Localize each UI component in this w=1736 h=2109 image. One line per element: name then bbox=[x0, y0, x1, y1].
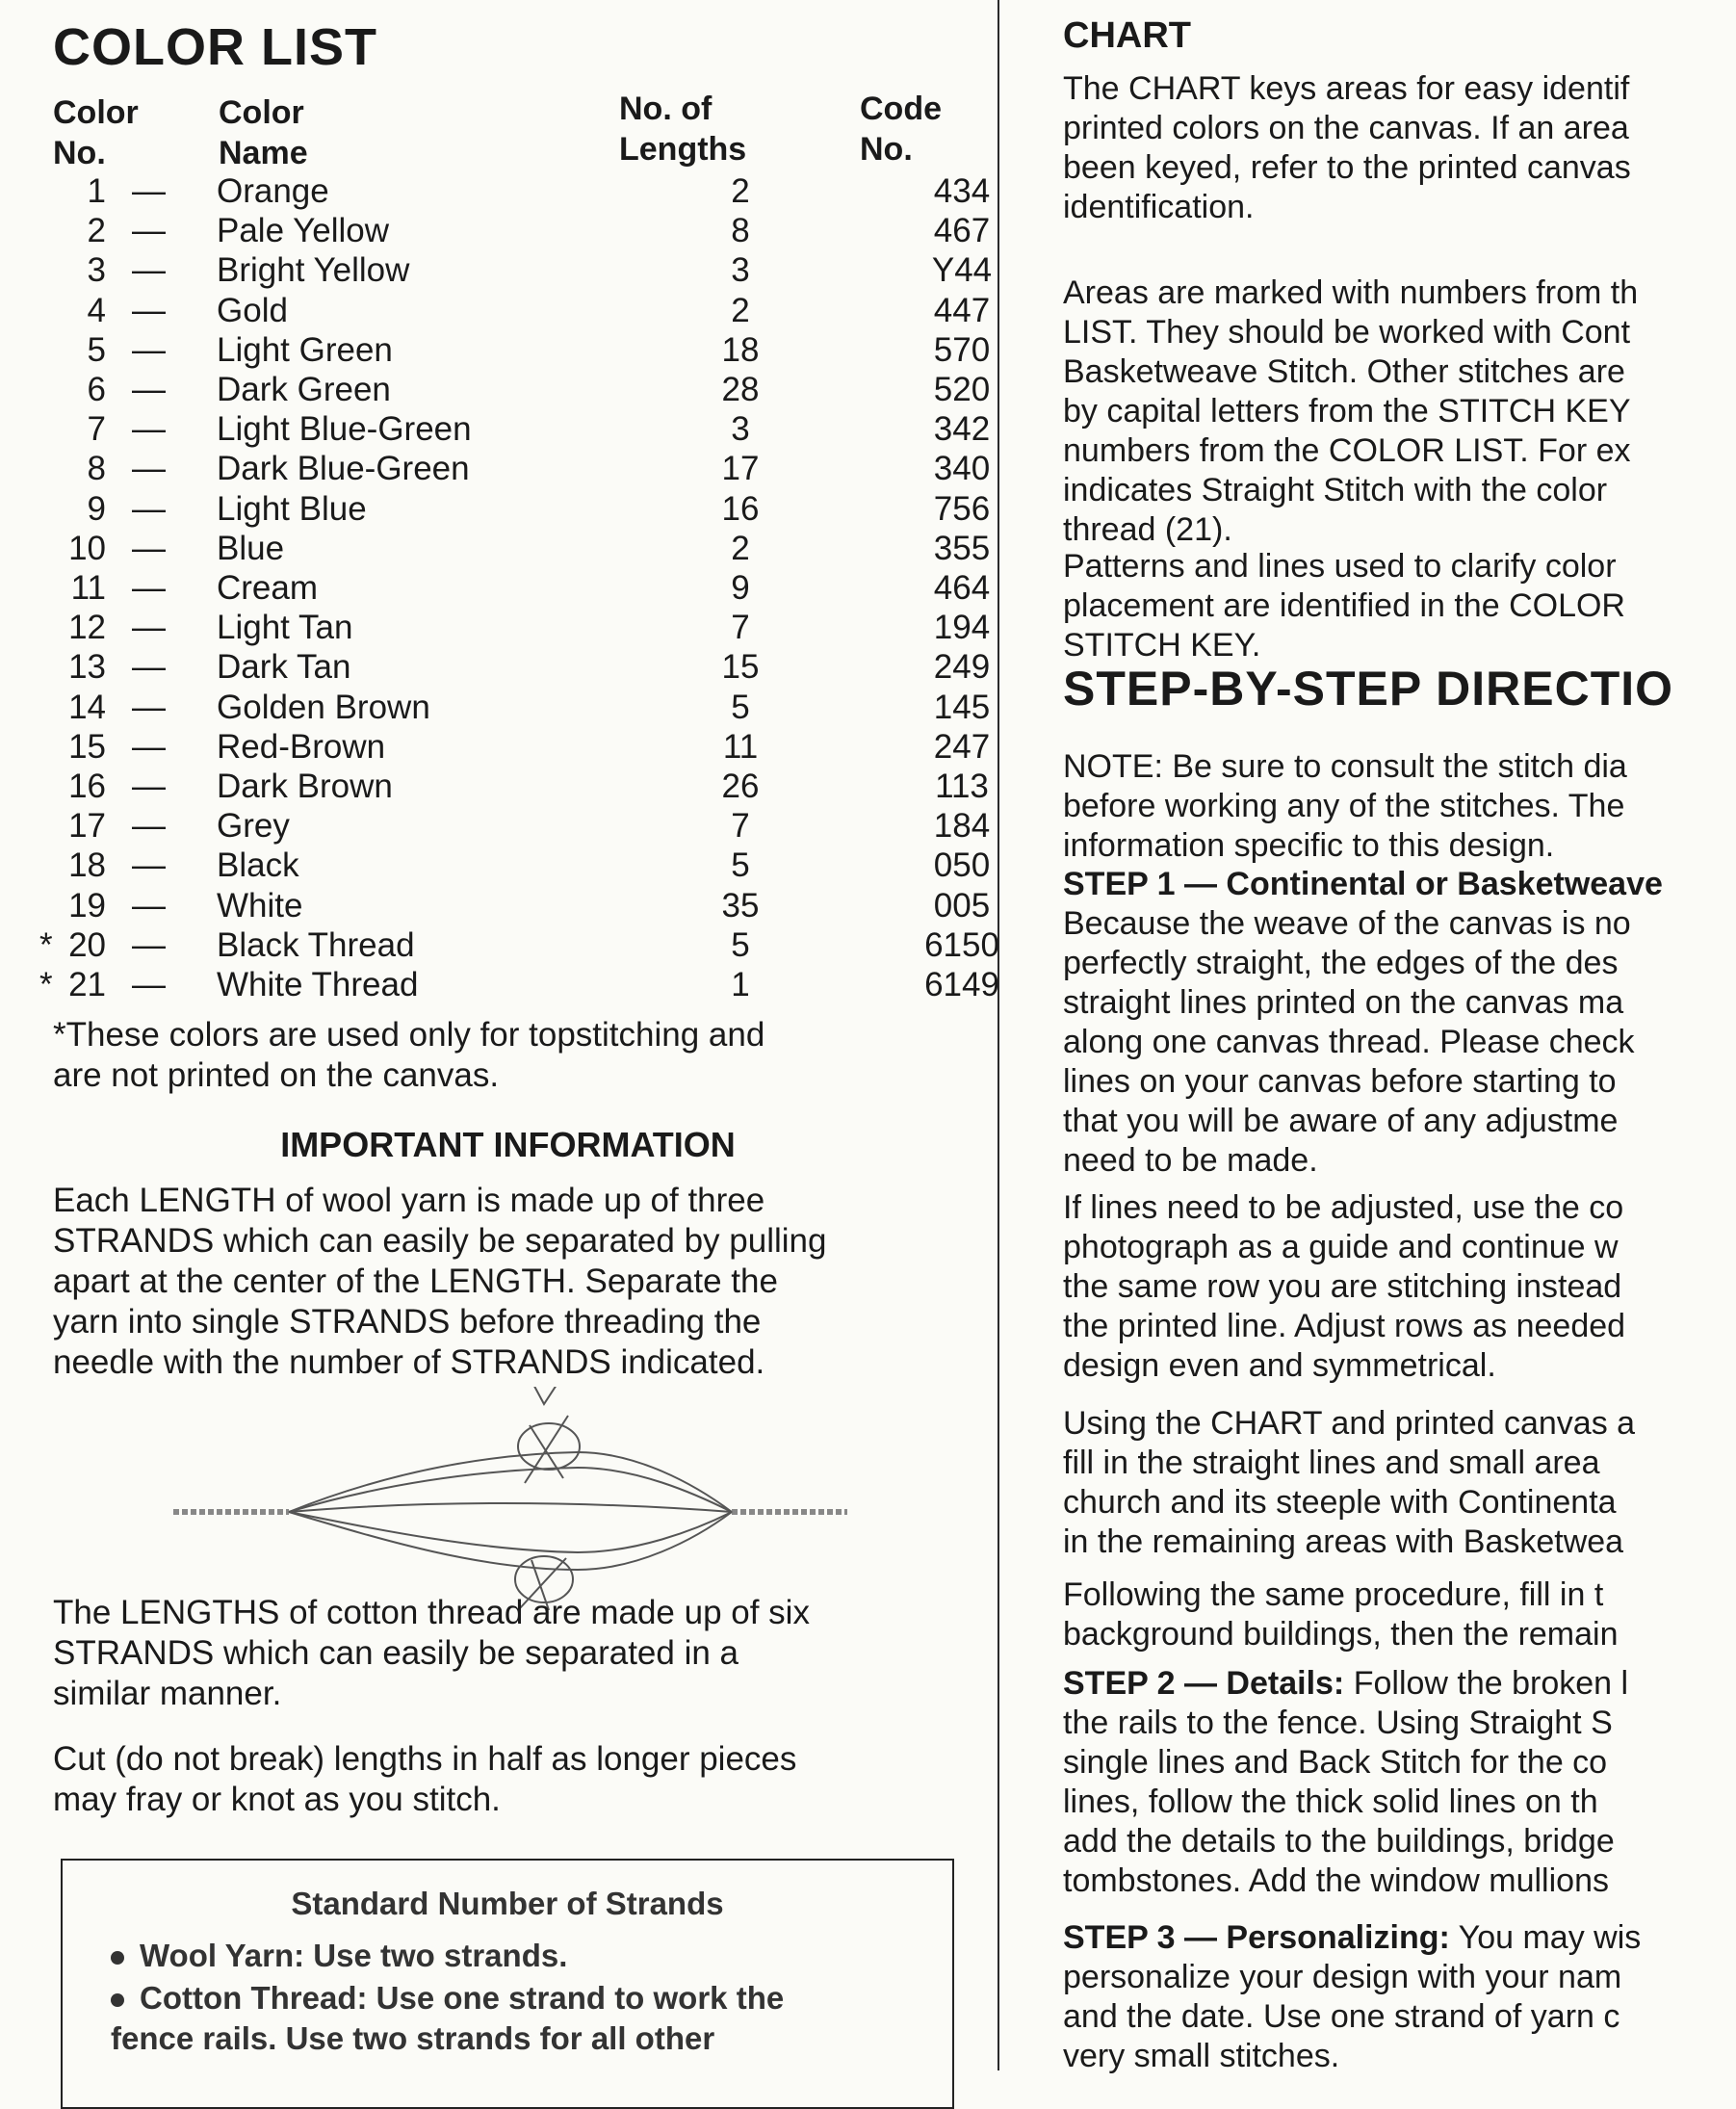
code-number: 6149 bbox=[924, 966, 999, 1003]
row-dash: — bbox=[132, 529, 166, 567]
color-number: 11 bbox=[70, 569, 106, 607]
color-name: Dark Brown bbox=[217, 768, 393, 805]
color-name: Gold bbox=[217, 291, 288, 329]
code-number: 756 bbox=[933, 489, 991, 528]
color-row-9 bbox=[53, 489, 991, 529]
code-number: 447 bbox=[933, 291, 991, 329]
code-number: 340 bbox=[933, 450, 991, 488]
color-row-13 bbox=[53, 647, 991, 687]
strands-wool-line: Wool Yarn: Use two strands. bbox=[111, 1938, 567, 1974]
strands-box-title: Standard Number of Strands bbox=[291, 1886, 724, 1921]
header-code-no: Code No. bbox=[860, 91, 942, 168]
step-2-label: STEP 2 — Details: bbox=[1063, 1665, 1345, 1702]
color-row-6 bbox=[53, 370, 991, 409]
lengths-count: 28 bbox=[721, 371, 760, 408]
color-number: 6 bbox=[87, 371, 106, 408]
row-dash: — bbox=[132, 807, 166, 846]
color-number: 10 bbox=[68, 529, 106, 567]
step-1-using: Using the CHART and printed canvas a fill in the straight lines and small area church and its steeple with Continenta in the remaining areas with Basketwea bbox=[1063, 1405, 1636, 1560]
code-number: 247 bbox=[933, 727, 991, 766]
color-number: 14 bbox=[68, 688, 106, 726]
code-number: 145 bbox=[933, 688, 991, 726]
lengths-count: 9 bbox=[731, 569, 750, 607]
lengths-count: 3 bbox=[731, 410, 750, 449]
color-row-5 bbox=[53, 330, 991, 370]
steps-note: NOTE: Be sure to consult the stitch dia before working any of the stitches. The information specific to this design. bbox=[1063, 748, 1627, 864]
color-number: 3 bbox=[87, 251, 106, 290]
code-number: 434 bbox=[933, 172, 991, 210]
row-dash: — bbox=[132, 212, 166, 250]
color-number: 9 bbox=[87, 489, 106, 528]
code-number: 342 bbox=[933, 410, 991, 449]
row-dash: — bbox=[132, 251, 166, 290]
color-number: 16 bbox=[68, 768, 106, 805]
color-row-7 bbox=[53, 409, 991, 449]
row-dash: — bbox=[132, 172, 166, 210]
lengths-count: 2 bbox=[731, 529, 750, 567]
row-dash: — bbox=[132, 846, 166, 885]
code-number: 355 bbox=[933, 529, 991, 567]
row-dash: — bbox=[132, 727, 166, 766]
code-number: 570 bbox=[933, 330, 991, 369]
color-footnote: *These colors are used only for topstitching and are not printed on the canvas. bbox=[53, 1016, 765, 1094]
code-number: 249 bbox=[933, 648, 991, 687]
row-dash: — bbox=[132, 609, 166, 647]
header-color-name: Color Name bbox=[219, 94, 308, 171]
color-row-10 bbox=[53, 529, 991, 568]
color-name: Light Tan bbox=[217, 609, 353, 647]
chart-para-3: Patterns and lines used to clarify color placement are identified in the COLOR STITCH KEY. bbox=[1063, 548, 1625, 664]
important-para-cut: Cut (do not break) lengths in half as longer pieces may fray or knot as you stitch. bbox=[53, 1740, 797, 1818]
chart-para-2: Areas are marked with numbers from th LIST. They should be worked with Cont Basketweave Stitch. Other stitches are by capital letters from the STITCH KEY numbers from the COLOR LIST. For ex indicates Straight Stitch with the color thread (21). bbox=[1063, 274, 1639, 548]
color-name: Dark Green bbox=[217, 371, 391, 408]
color-number: 8 bbox=[87, 450, 106, 488]
color-number: 19 bbox=[68, 886, 106, 924]
lengths-count: 5 bbox=[731, 688, 750, 726]
row-dash: — bbox=[132, 450, 166, 488]
color-row-21 bbox=[39, 965, 999, 1004]
bullet-icon bbox=[111, 1993, 124, 2007]
color-row-3 bbox=[53, 250, 993, 290]
color-name: Black bbox=[217, 846, 299, 885]
lengths-count: 7 bbox=[731, 609, 750, 647]
row-dash: — bbox=[132, 410, 166, 449]
code-number: Y44 bbox=[931, 251, 993, 290]
color-number: 7 bbox=[87, 410, 106, 449]
color-name: Black Thread bbox=[217, 925, 415, 964]
color-row-8 bbox=[53, 449, 991, 488]
color-name: Pale Yellow bbox=[217, 212, 390, 250]
color-row-18 bbox=[53, 846, 991, 885]
color-name: Red-Brown bbox=[217, 727, 386, 766]
color-list-title: COLOR LIST bbox=[53, 18, 377, 76]
color-row-20 bbox=[39, 925, 999, 965]
lengths-count: 26 bbox=[721, 768, 760, 805]
color-row-4 bbox=[53, 291, 991, 330]
color-number: 15 bbox=[68, 727, 106, 766]
color-number: 2 bbox=[87, 212, 106, 250]
color-name: Orange bbox=[217, 172, 329, 210]
color-number: 12 bbox=[68, 609, 106, 647]
header-lengths: No. of Lengths bbox=[619, 91, 747, 168]
row-dash: — bbox=[132, 925, 166, 964]
step-3-label: STEP 3 — Personalizing: bbox=[1063, 1919, 1450, 1956]
lengths-count: 18 bbox=[721, 330, 760, 369]
code-number: 464 bbox=[933, 569, 991, 607]
step-1: STEP 1 — Continental or Basketweave Because the weave of the canvas is no perfectly straight, the edges of the des straight lines printed on the canvas ma along one canvas thread. Please check lines on your canvas before starting to that you will be aware of any adjustme need to be made. bbox=[1063, 866, 1663, 1179]
color-number: 17 bbox=[68, 807, 106, 846]
chart-para-1: The CHART keys areas for easy identif printed colors on the canvas. If an area been keyed, refer to the printed canvas identification. bbox=[1063, 70, 1631, 225]
color-name: Grey bbox=[217, 807, 290, 846]
row-dash: — bbox=[132, 489, 166, 528]
color-row-16 bbox=[53, 767, 989, 806]
chart-title: CHART bbox=[1063, 15, 1191, 56]
color-name: Bright Yellow bbox=[217, 251, 410, 290]
row-dash: — bbox=[132, 291, 166, 329]
row-dash: — bbox=[132, 886, 166, 924]
color-number: 1 bbox=[87, 172, 106, 210]
lengths-count: 7 bbox=[731, 807, 750, 846]
lengths-count: 17 bbox=[721, 450, 760, 488]
row-dash: — bbox=[132, 330, 166, 369]
color-name: Blue bbox=[217, 529, 285, 567]
lengths-count: 5 bbox=[731, 925, 750, 964]
color-number: 5 bbox=[87, 330, 106, 369]
lengths-count: 35 bbox=[721, 886, 760, 924]
lengths-count: 11 bbox=[722, 727, 759, 766]
color-row-19 bbox=[53, 886, 991, 925]
row-dash: — bbox=[132, 569, 166, 607]
header-color-no: Color No. bbox=[53, 94, 139, 171]
color-row-1 bbox=[53, 171, 991, 211]
color-row-17 bbox=[53, 806, 991, 846]
color-name: White Thread bbox=[217, 966, 419, 1003]
important-info-title: IMPORTANT INFORMATION bbox=[280, 1125, 736, 1164]
color-number: 21 bbox=[68, 966, 106, 1003]
color-name: Light Blue bbox=[217, 489, 367, 528]
color-row-11 bbox=[53, 568, 991, 608]
color-row-15 bbox=[53, 727, 991, 767]
row-dash: — bbox=[132, 966, 166, 1003]
color-number: 18 bbox=[68, 846, 106, 885]
color-name: Golden Brown bbox=[217, 688, 430, 726]
code-number: 184 bbox=[933, 807, 991, 846]
lengths-count: 5 bbox=[731, 846, 750, 885]
lengths-count: 2 bbox=[731, 291, 750, 329]
footnote-star: * bbox=[39, 966, 53, 1003]
footnote-star: * bbox=[39, 925, 53, 964]
color-number: 4 bbox=[87, 291, 106, 329]
code-number: 005 bbox=[933, 886, 991, 924]
code-number: 520 bbox=[933, 371, 991, 408]
strands-cotton-line-cont: fence rails. Use two strands for all other bbox=[111, 2020, 715, 2056]
code-number: 113 bbox=[935, 768, 989, 805]
standard-strands-box bbox=[61, 1859, 954, 2109]
lengths-count: 15 bbox=[721, 648, 760, 687]
steps-title: STEP-BY-STEP DIRECTIO bbox=[1063, 662, 1674, 716]
color-number: 13 bbox=[68, 648, 106, 687]
color-row-12 bbox=[53, 608, 991, 647]
color-name: Dark Tan bbox=[217, 648, 351, 687]
step-1-following: Following the same procedure, fill in t background buildings, then the remain bbox=[1063, 1576, 1619, 1653]
code-number: 194 bbox=[933, 609, 991, 647]
lengths-count: 8 bbox=[731, 212, 750, 250]
step-1-label: STEP 1 — Continental or Basketweave bbox=[1063, 866, 1663, 902]
color-row-2 bbox=[53, 211, 991, 250]
row-dash: — bbox=[132, 768, 166, 805]
row-dash: — bbox=[132, 371, 166, 408]
lengths-count: 3 bbox=[731, 251, 750, 290]
bullet-icon bbox=[111, 1951, 124, 1965]
color-name: Light Blue-Green bbox=[217, 410, 472, 449]
lengths-count: 2 bbox=[731, 172, 750, 210]
row-dash: — bbox=[132, 688, 166, 726]
code-number: 467 bbox=[933, 212, 991, 250]
code-number: 050 bbox=[933, 846, 991, 885]
step-3: STEP 3 — Personalizing: You may wis personalize your design with your nam and the date. Use one strand of yarn c very small stitches. bbox=[1063, 1919, 1642, 2074]
lengths-count: 1 bbox=[731, 966, 750, 1003]
color-name: Light Green bbox=[217, 330, 393, 369]
important-para-cotton: The LENGTHS of cotton thread are made up of six STRANDS which can easily be separated in a similar manner. bbox=[53, 1594, 810, 1712]
lengths-count: 16 bbox=[721, 489, 760, 528]
important-para-wool: Each LENGTH of wool yarn is made up of three STRANDS which can easily be separated by pulling apart at the center of the LENGTH. Separate the yarn into single STRANDS before threading the needle with the number of STRANDS indicated. bbox=[53, 1182, 827, 1381]
row-dash: — bbox=[132, 648, 166, 687]
step-2: STEP 2 — Details: Follow the broken l the rails to the fence. Using Straight S single lines and Back Stitch for the co lines, follow the thick solid lines on th add the details to the buildings, bridge tombstones. Add the window mullions bbox=[1063, 1665, 1629, 1899]
color-number: 20 bbox=[68, 925, 106, 964]
strands-cotton-line: Cotton Thread: Use one strand to work the bbox=[111, 1980, 784, 2017]
color-name: White bbox=[217, 886, 303, 924]
color-name: Cream bbox=[217, 569, 319, 607]
color-row-14 bbox=[53, 688, 991, 727]
color-name: Dark Blue-Green bbox=[217, 450, 470, 488]
step-1-adjust: If lines need to be adjusted, use the co photograph as a guide and continue w the same row you are stitching instead the printed line. Adjust rows as needed design even and symmetrical. bbox=[1063, 1189, 1626, 1384]
code-number: 6150 bbox=[924, 925, 999, 964]
